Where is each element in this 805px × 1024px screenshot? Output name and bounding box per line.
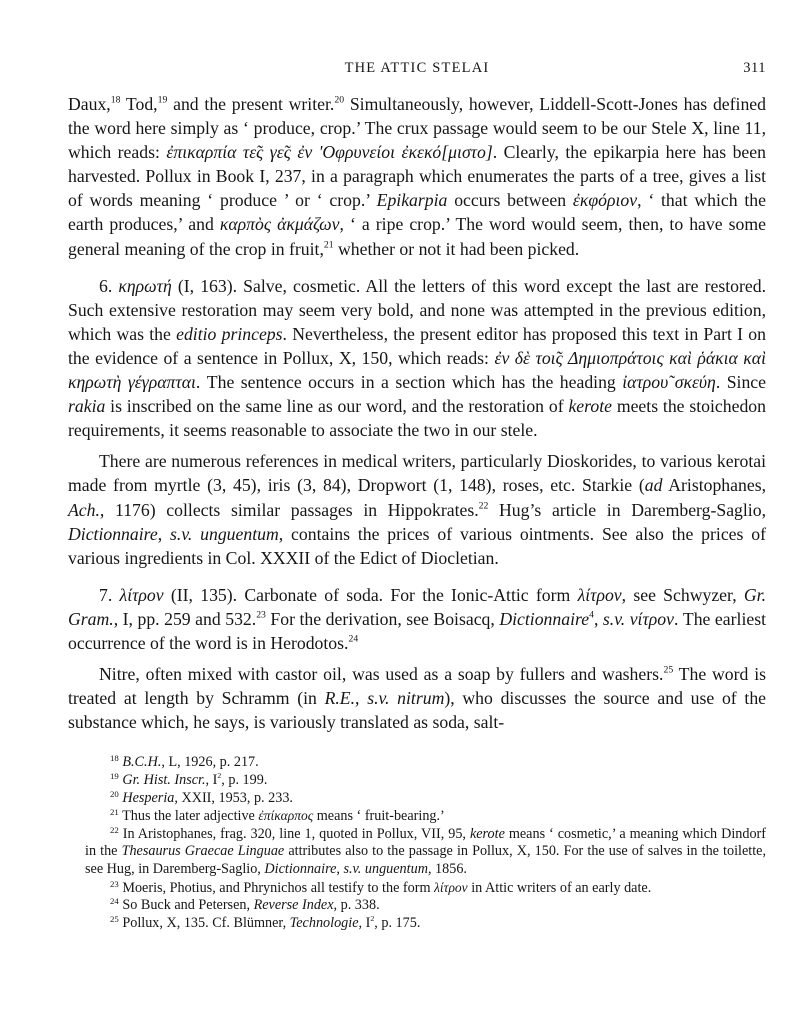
greek-headword: λίτρον: [119, 584, 164, 605]
footnote-ref-25[interactable]: 25: [663, 664, 674, 676]
greek-term: ἐκφόριον: [572, 190, 638, 211]
paragraph-5: Nitre, often mixed with castor oil, was used as a soap by fullers and washers.$^{25}$ The word is treated at length by Schramm (in R.E., s.v. nitrum), who discusses the source and use of the substance which, he says, is variously translated as soda, salt-: [68, 664, 767, 733]
running-head: [68, 56, 766, 78]
footnote-25: $^{25}$ Pollux, X, 135. Cf. Blümner, Technologie, $I^2$, p. 175.: [110, 913, 421, 931]
footnote-ref-18[interactable]: 18: [110, 94, 121, 106]
paragraph-2-entry-6: 6. κηρωτή (I, 163). Salve, cosmetic. All the letters of this word except the last are restored. Such extensive restoration may seem very bold, and none was attempted in the previous edition, which was the editio princeps. Nevertheless, the present editor has proposed this text in Part I on the evidence of a sentence in Pollux, X, 150, which reads: ἐν δὲ τοι̃ς Δημιοπράτοις καὶ ῥάκια καὶ κηρωτὴ γέγραπται. The sentence occurs in a section which has the heading ἰατρου̃ σκεύη. Since rakia is inscribed on the same line as our word, and the restoration of kerote meets the stoichedon requirements, it seems reasonable to associate the two in our stele.: [68, 275, 767, 441]
greek-term: νίτρον: [629, 608, 674, 629]
greek-quote: ἐπικαρπία τε̃ς γε̃ς ἐν 'Οφρυνείοι ἐκεκό[μιστο]: [166, 142, 493, 163]
footnote-ref-24[interactable]: 24: [348, 633, 359, 645]
paragraph-1: Daux,$^{18}$ Tod,$^{19}$ and the present writer.$^{20}$ Simultaneously, however, Liddell-Scott-Jones has defined the word here simply as ‘ produce, crop.’ The crux passage would seem to be our Stele X, line 11, which reads: ἐπικαρπία τε̃ς γε̃ς ἐν 'Οφρυνείοι ἐκεκό[μιστο]. Clearly, the epikarpia here has been harvested. Pollux in Book I, 237, in a paragraph which enumerates the parts of a tree, gives a list of words meaning ‘ produce ’ or ‘ crop.’ Epikarpia occurs between ἐκφόριον, ‘ that which the earth produces,’ and καρπὸς ἀκμάζων, ‘ a ripe crop.’ The word would seem, then, to have some general meaning of the crop in fruit,$^{21}$ whether or not it had been picked.: [68, 94, 767, 259]
page: [68, 56, 766, 932]
greek-term: λίτρον: [577, 584, 622, 605]
edition-superscript: 4: [589, 609, 594, 621]
greek-term: ἰατρου̃ σκεύη: [622, 372, 716, 393]
paragraph-4-entry-7: 7. λίτρον (II, 135). Carbonate of soda. For the Ionic-Attic form λίτρον, see Schwyzer, Gr. Gram., I, pp. 259 and 532.23 For the derivation, see Boisacq, Dictionnaire$^4$, s.v. νίτρον. The earliest occurrence of the word is in Herodotos.$^{24}$: [68, 584, 767, 653]
footnote-23: $^{23}$ Moeris, Photius, and Phrynichos all testify to the form λίτρον in Attic writers of an early date.: [110, 878, 652, 896]
greek-term: λίτρον: [434, 879, 468, 895]
footnote-21: $^{21}$ Thus the later adjective ἐπίκαρπος means ‘ fruit-bearing.’: [110, 807, 445, 825]
footnote-ref-22[interactable]: 22: [478, 500, 489, 512]
footnote-ref-23[interactable]: 23: [256, 609, 266, 621]
footnote-ref-21[interactable]: 21: [323, 239, 334, 251]
greek-quote: ἐν δὲ τοι̃ς Δημιοπράτοις καὶ ῥάκια καὶ κηρωτὴ γέγραπται: [68, 347, 766, 393]
running-title: THE ATTIC STELAI: [344, 60, 490, 76]
greek-term: ἐπίκαρπος: [258, 808, 314, 824]
footnotes: [68, 754, 766, 932]
footnote-24: $^{24}$ So Buck and Petersen, Reverse Index, p. 338.: [110, 896, 380, 914]
footnote-19: $^{19}$ Gr. Hist. Inscr., $I^2$, p. 199.: [110, 771, 268, 788]
greek-headword: κηρωτή: [118, 275, 172, 296]
greek-term: καρπὸς ἀκμάζων: [219, 214, 340, 235]
footnote-ref-20[interactable]: 20: [334, 94, 345, 106]
body-text: [68, 92, 766, 734]
footnote-18: $^{18}$ B.C.H., L, 1926, p. 217.: [110, 753, 259, 771]
paragraph-3: There are numerous references in medical writers, particularly Dioskorides, to various kerotai made from myrtle (3, 45), iris (3, 84), Dropwort (1, 148), roses, etc. Starkie (ad Aristophanes, Ach., 1176) collects similar passages in Hippokrates.$^{22}$ Hug’s article in Daremberg-Saglio, Dictionnaire, s.v. unguentum, contains the prices of various ointments. See also the prices of various ingredients in Col. XXXII of the Edict of Diocletian.: [68, 451, 766, 568]
page-number: 311: [743, 60, 766, 76]
footnote-22: $^{22}$ In Aristophanes, frag. 320, line 1, quoted in Pollux, VII, 95, kerote means ‘ cosmetic,’ a meaning which Dindorf in the Thesaurus Graecae Linguae attributes also to the passage in Pollux, X, 150. For the use of salves in the toilette, see Hug, in Daremberg-Saglio, Dictionnaire, s.v. unguentum, 1856.: [85, 824, 766, 877]
footnote-20: $^{20}$ Hesperia, XXII, 1953, p. 233.: [110, 788, 293, 806]
footnote-ref-19[interactable]: 19: [157, 94, 168, 106]
